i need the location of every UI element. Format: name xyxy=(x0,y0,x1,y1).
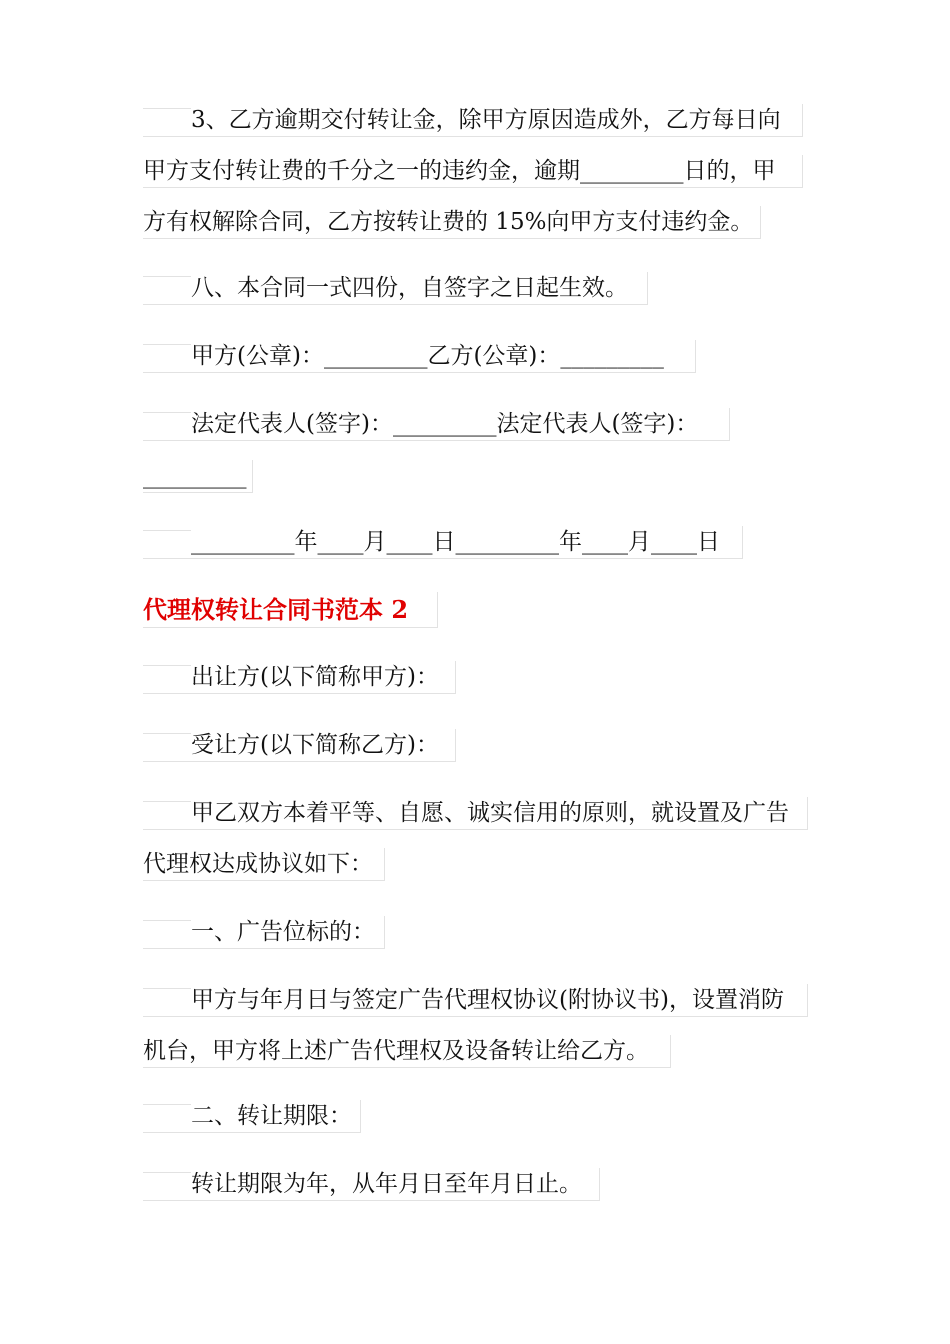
intro-text-1: 甲乙双方本着平等、自愿、诚实信用的原则，就设置及广告 xyxy=(191,800,789,826)
clause-3-line-2: 甲方支付转让费的千分之一的违约金，逾期_________日的，甲 xyxy=(143,155,803,188)
section-2-title-line xyxy=(143,1100,361,1133)
legal-rep-line-1 xyxy=(143,408,730,441)
date-line xyxy=(143,526,743,559)
date-text: _________年____月____日_________年____月____日 xyxy=(191,529,720,555)
section-2-body-text: 转让期限为年，从年月日至年月日止。 xyxy=(191,1171,582,1197)
section-heading: 代理权转让合同书范本 2 xyxy=(143,592,438,628)
intro-line-2: 代理权达成协议如下： xyxy=(143,848,385,881)
seal-signature-text: 甲方(公章)：_________乙方(公章)：_________ xyxy=(191,343,664,369)
transferor-text: 出让方(以下简称甲方)： xyxy=(191,664,439,690)
clause-3-text-1: 3、乙方逾期交付转让金，除甲方原因造成外，乙方每日向 xyxy=(191,107,781,133)
section-2-body-line xyxy=(143,1168,600,1201)
section-1-body-text-1: 甲方与年月日与签定广告代理权协议(附协议书)，设置消防 xyxy=(191,987,784,1013)
transferee-text: 受让方(以下简称乙方)： xyxy=(191,732,439,758)
section-2-title: 二、转让期限： xyxy=(191,1103,352,1129)
intro-line-1 xyxy=(143,797,808,830)
transferor-line xyxy=(143,661,456,694)
clause-8-line xyxy=(143,272,648,305)
section-1-title: 一、广告位标的： xyxy=(191,919,375,945)
section-1-title-line xyxy=(143,916,385,949)
section-1-body-line-2: 机台，甲方将上述广告代理权及设备转让给乙方。 xyxy=(143,1035,671,1068)
legal-rep-line-2: _________ xyxy=(143,460,253,493)
clause-8-text: 八、本合同一式四份，自签字之日起生效。 xyxy=(191,275,628,301)
section-1-body-line-1 xyxy=(143,984,808,1017)
transferee-line xyxy=(143,729,456,762)
legal-rep-text-1: 法定代表人(签字)：_________法定代表人(签字)： xyxy=(191,411,699,437)
clause-3-line-3: 方有权解除合同，乙方按转让费的 15%向甲方支付违约金。 xyxy=(143,206,761,239)
clause-3-line-1 xyxy=(143,104,803,137)
seal-signature-line xyxy=(143,340,696,373)
